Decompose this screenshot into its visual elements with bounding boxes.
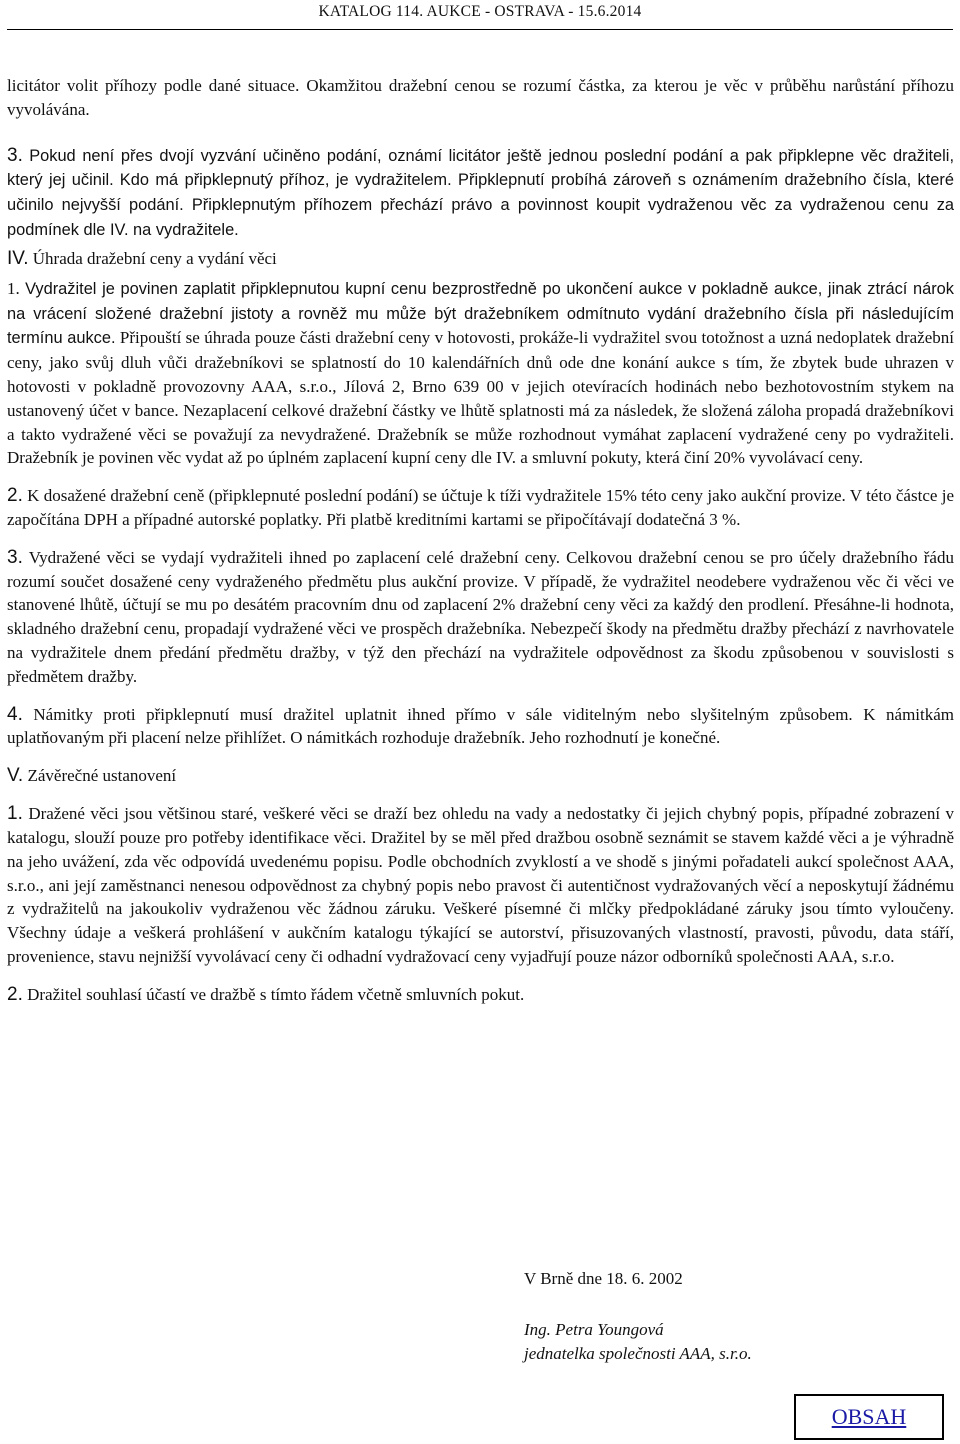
section-v-heading (7, 764, 954, 788)
header-divider (7, 29, 953, 30)
section-iv-p3-text: Vydražené věci se vydají vydražiteli ihned po zaplacení celé dražební ceny. Celkovou dražební cenou se pro účely dražebního řádu rozumí součet dosažené ceny vydraženého předmětu plus aukční provize. V případě, že vydražitel neodebere vydraženou věc či věci ve stanovené lhůtě, účtují se mu po desátém pracovním dnu od zaplacení 2% dražební ceny věci za každý den prodlení. Přesáhne-li hodnota, skladného dražební cenu, propadají vydražené věci ve prospěch dražebníka. Nebezpečí škody na předmětu dražby přechází z navrhovatele na vydražitele dnem předání předmětu dražby, v týž den přechází na vydražitele odpovědnost za škodu způsobenou v souvislosti s předmětem dražby. (7, 547, 954, 686)
document-body (7, 74, 954, 1007)
continuation-text: licitátor volit příhozy podle dané situace. Okamžitou dražební cenou se rozumí částka, za kterou je věc v průběhu narůstání příhozu vyvolávána. (7, 76, 954, 119)
section-iii-paragraph-3 (7, 144, 954, 243)
section-iv-paragraph-4 (7, 703, 954, 751)
signature-role: jednatelka společnosti AAA, s.r.o. (524, 1344, 752, 1363)
section-iv-p2-text: K dosažené dražební ceně (připklepnuté poslední podání) se účtuje k tíži vydražitele 15% této ceny jako aukční provize. V této částce je započítána DPH a případné autorské poplatky. Při platbě kreditními kartami se připočítávají dodatečná 3 %. (7, 486, 954, 529)
section-iv-paragraph-2 (7, 484, 954, 532)
section-iii-p3-text-a: Pokud není přes dvojí vyzvání učiněno podání, oznámí licitátor ještě jednou poslední podání a pak připklepne věc dražiteli, který jej učinil. (7, 146, 954, 190)
section-v-p2-text: Dražitel souhlasí účastí ve dražbě s tímto řádem včetně smluvních pokut. (27, 984, 525, 1004)
signature-place-date: V Brně dne 18. 6. 2002 (524, 1269, 683, 1288)
section-iv-p1-text-b: Připouští se úhrada pouze části dražební ceny v hotovosti, prokáže-li vydražitel svou totožnost a uzná nedoplatek dražební ceny, jako svůj dluh vůči dražebníkovi se splatností do 10 kalendářních dnů ode dne konání aukce s tím, že zbytek bude uhrazen v hotovosti v pokladně provozovny AAA, s.r.o., Jílová 2, Brno 639 00 v jejich otevíracích hodinách nebo bezhotovostním stykem na ustanovený účet v bance. Nezaplacení celkové dražební částky ve lhůtě splatnosti má za následek, že složená záloha propadá dražebníkovi a takto vydražené věci se považují za nevydražené. Dražebník se může rozhodnout vymáhat zaplacení vydražené ceny po vydražiteli. Dražebník je povinen věc vydat až po úplném zaplacení kupní ceny dle IV. a smluvní pokuty, která činí 20% vyvolávací ceny. (7, 328, 955, 468)
section-iv-p1-number: 1. (7, 278, 20, 298)
section-iv-heading (7, 247, 954, 271)
contents-link-button[interactable] (794, 1394, 944, 1440)
section-v-paragraph-2 (7, 983, 954, 1007)
section-v-p2-number: 2. (7, 983, 23, 1005)
section-v-title: Závěrečné ustanovení (27, 766, 177, 786)
section-v-number: V. (7, 765, 24, 787)
section-iii-p3-number: 3. (7, 144, 23, 166)
section-v-p1-text: Dražené věci jsou většinou staré, veškeré věci se draží bez ohledu na vady a nedostatky či jejich chybný popis, případné zobrazení v katalogu, slouží pouze pro potřeby identifikace věci. Dražitel by se měl před dražbou osobně seznámit se stavem každé věci a je výhradně na jeho uvážení, zda věc odpovídá uvedenému popisu. Podle obchodních zvyklostí a ve shodě s jinými pořadateli aukcí společnost AAA, s.r.o., ani její zaměstnanci nenesou odpovědnost za chybný popis nebo pravost či autentičnost vydražovaných věcí a neposkytují žádnému z vydražitelů na jakoukoliv vydraženou věc žádnou záruku. Veškeré písemné či mlčky předpokládané záruky jsou tímto vyloučeny. Všechny údaje a veškerá prohlášení v aukčním katalogu týkající se autorství, přisuzovaných vlastností, pravosti, původu, data stáří, provenience, stavu nejnižší vyvolávací ceny či odhadní vydražovací ceny vyjadřují pouze názor odborníků společnosti AAA, s.r.o. (7, 804, 955, 966)
section-iv-p3-number: 3. (7, 546, 23, 568)
section-iv-p4-text: Námitky proti připklepnutí musí dražitel uplatnit ihned přímo v sále viditelným nebo slyšitelným způsobem. K námitkám uplatňovaným při placení nelze přihlížet. O námitkách rozhoduje dražebník. Jeho rozhodnutí je konečné. (7, 704, 955, 748)
section-iv-paragraph-3 (7, 546, 954, 689)
signature-name: Ing. Petra Youngová (524, 1320, 664, 1339)
page-header: KATALOG 114. AUKCE - OSTRAVA - 15.6.2014 (318, 3, 642, 20)
section-v-paragraph-1 (7, 802, 954, 969)
continuation-paragraph (7, 74, 954, 122)
section-iv-p1-text-a: Vydražitel je povinen zaplatit připklepnutou kupní cenu bezprostředně po ukončení aukce v pokladně aukce, jinak ztrácí nárok na vrácení složené dražební jistoty a rovněž mu může být dražebníkem odmítnuto vydání dražebního čísla při následujícím termínu aukce. (7, 279, 954, 348)
section-iv-number: IV. (7, 247, 29, 269)
section-v-p1-number: 1. (7, 803, 23, 825)
section-iv-p2-number: 2. (7, 485, 23, 507)
section-iv-title: Úhrada dražební ceny a vydání věci (32, 248, 277, 268)
section-iv-p4-number: 4. (7, 703, 23, 725)
contents-link-label[interactable]: OBSAH (831, 1404, 907, 1429)
section-iv-paragraph-1 (7, 277, 954, 470)
section-iii-p3-text-b: Kdo má připklepnutý příhoz, je vydražitelem. Připklepnutí probíhá zároveň s oznámením dražebního čísla, které učinilo nejvyšší podání. Připklepnutým příhozem přechází právo a povinnost koupit vydraženou věc za vydraženou cenu za podmínek dle IV. na vydražitele. (7, 171, 954, 239)
